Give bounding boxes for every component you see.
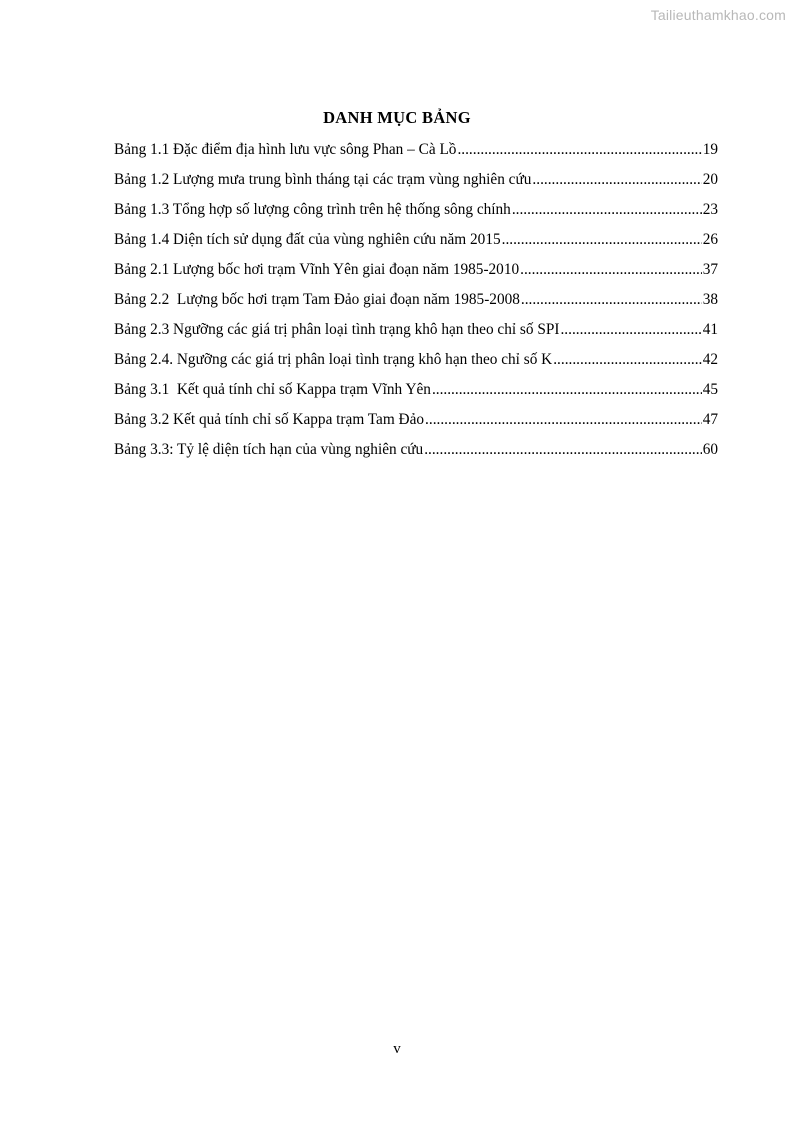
toc-entry-2-4[interactable] bbox=[114, 349, 718, 379]
toc-entry-2-2[interactable] bbox=[114, 289, 718, 319]
toc-entry-3-1[interactable] bbox=[114, 379, 718, 409]
toc-entry-page: 26 bbox=[702, 231, 718, 248]
toc-entry-1-1[interactable] bbox=[114, 139, 718, 169]
toc-entry-label: Bảng 1.2 Lượng mưa trung bình tháng tại các trạm vùng nghiên cứu bbox=[114, 171, 532, 188]
toc-entry-page: 45 bbox=[702, 381, 718, 398]
toc-entry-label: Bảng 2.2 Lượng bốc hơi trạm Tam Đảo giai đoạn năm 1985-2008 bbox=[114, 291, 520, 308]
dot-leader bbox=[553, 349, 701, 371]
toc-entry-label: Bảng 1.1 Đặc điểm địa hình lưu vực sông Phan – Cà Lồ bbox=[114, 141, 457, 158]
watermark-text: Tailieuthamkhao.com bbox=[650, 7, 786, 23]
dot-leader bbox=[512, 199, 702, 221]
toc-entry-3-2[interactable] bbox=[114, 409, 718, 439]
dot-leader bbox=[425, 409, 702, 431]
dot-leader bbox=[521, 289, 702, 311]
toc-entry-label: Bảng 2.4. Ngưỡng các giá trị phân loại tình trạng khô hạn theo chỉ số K bbox=[114, 351, 553, 368]
dot-leader bbox=[457, 139, 701, 161]
toc-entry-page: 47 bbox=[702, 411, 718, 428]
toc-entry-1-3[interactable] bbox=[114, 199, 718, 229]
toc-entry-label: Bảng 3.1 Kết quả tính chỉ số Kappa trạm Vĩnh Yên bbox=[114, 381, 431, 398]
toc-entry-label: Bảng 1.4 Diện tích sử dụng đất của vùng nghiên cứu năm 2015 bbox=[114, 231, 501, 248]
toc-entry-label: Bảng 2.1 Lượng bốc hơi trạm Vĩnh Yên giai đoạn năm 1985-2010 bbox=[114, 261, 520, 278]
dot-leader bbox=[560, 319, 701, 341]
toc-entry-page: 60 bbox=[702, 441, 718, 458]
toc-entry-page: 42 bbox=[702, 351, 718, 368]
dot-leader bbox=[502, 229, 702, 251]
toc-entry-page: 19 bbox=[702, 141, 718, 158]
toc-entry-2-1[interactable] bbox=[114, 259, 718, 289]
toc-entry-label: Bảng 2.3 Ngưỡng các giá trị phân loại tình trạng khô hạn theo chỉ số SPI bbox=[114, 321, 560, 338]
dot-leader bbox=[532, 169, 701, 191]
dot-leader bbox=[520, 259, 702, 281]
toc-entry-1-4[interactable] bbox=[114, 229, 718, 259]
toc-entry-page: 37 bbox=[702, 261, 718, 278]
toc-entry-page: 41 bbox=[702, 321, 718, 338]
page-number: v bbox=[393, 1041, 401, 1057]
toc-entry-page: 23 bbox=[702, 201, 718, 218]
page-title: DANH MỤC BẢNG bbox=[323, 108, 471, 127]
toc-entry-label: Bảng 3.2 Kết quả tính chỉ số Kappa trạm Tam Đảo bbox=[114, 411, 425, 428]
dot-leader bbox=[424, 439, 702, 461]
toc-entry-1-2[interactable] bbox=[114, 169, 718, 199]
toc-entry-2-3[interactable] bbox=[114, 319, 718, 349]
toc-entry-page: 20 bbox=[702, 171, 718, 188]
dot-leader bbox=[432, 379, 702, 401]
toc-entry-3-3[interactable] bbox=[114, 439, 718, 469]
toc-entry-label: Bảng 1.3 Tổng hợp số lượng công trình trên hệ thống sông chính bbox=[114, 201, 511, 218]
toc-entry-label: Bảng 3.3: Tỷ lệ diện tích hạn của vùng nghiên cứu bbox=[114, 441, 424, 458]
table-list bbox=[114, 139, 718, 469]
toc-entry-page: 38 bbox=[702, 291, 718, 308]
